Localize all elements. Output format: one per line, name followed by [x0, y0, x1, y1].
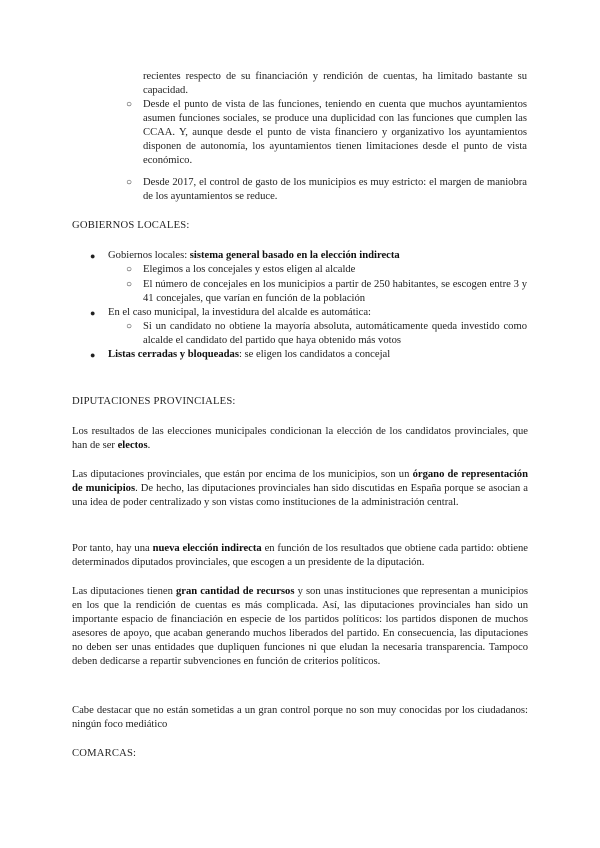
bullet-listas-cerradas: [108, 348, 528, 362]
section-heading-comarcas: COMARCAS:: [72, 748, 137, 759]
disc-bullet-icon: ●: [90, 251, 96, 261]
text-run: : se eligen los candidatos a concejal: [238, 349, 391, 360]
text-run: en función de los resultados que obtiene cada partido: obtiene determinados diputados provinciales, que escogen a un presidente de la diputación.: [72, 543, 529, 568]
bold-text: órgano de representación de municipios: [72, 469, 528, 494]
text-run: Los resultados de las elecciones municipales condicionan la elección de los candidatos provinciales, que han de ser: [72, 426, 528, 451]
paragraph-recursos: [72, 585, 528, 669]
sub-bullet-elegimos: Elegimos a los concejales y estos eligen al alcalde: [143, 264, 356, 275]
bold-text: gran cantidad de recursos: [175, 586, 295, 597]
disc-bullet-icon: ●: [90, 350, 96, 360]
text-run: .: [147, 440, 151, 451]
circle-bullet-icon: ○: [126, 279, 133, 290]
section-heading-diputaciones: DIPUTACIONES PROVINCIALES:: [72, 396, 236, 407]
bold-text: Listas cerradas y bloqueadas: [108, 349, 239, 360]
sub-bullet-mayoria-absoluta: Si un candidato no obtiene la mayoría absoluta, automáticamente queda investido como alcalde el candidato del partido que haya obtenido más votos: [143, 321, 527, 346]
text-run: Por tanto, hay una: [72, 543, 153, 554]
list-item-continuation: recientes respecto de su financiación y rendición de cuentas, ha limitado bastante su capacidad.: [143, 71, 527, 96]
paragraph-organo: [72, 468, 528, 510]
list-item-funciones: Desde el punto de vista de las funciones, teniendo en cuenta que muchos ayuntamientos asumen funciones sociales, se produce una duplicidad con las funciones que cumplen las CCAA. Y, aunque desde el punto de vista financiero y organizativo los ayuntamientos disponen de autonomía, los ayuntamientos tienen limitaciones desde el punto de vista económico.: [143, 99, 527, 166]
list-item-control-gasto: Desde 2017, el control de gasto de los municipios es muy estricto: el margen de maniobra de los ayuntamientos se reduce.: [143, 177, 527, 202]
paragraph-resultados: [72, 425, 528, 453]
circle-bullet-icon: ○: [126, 321, 133, 332]
sub-bullet-numero-concejales: El número de concejales en los municipios a partir de 250 habitantes, se escogen entre 3 y 41 concejales, que varían en función de la población: [143, 279, 527, 304]
bold-text: sistema general basado en la elección indirecta: [189, 250, 400, 261]
circle-bullet-icon: ○: [126, 264, 133, 275]
circle-bullet-icon: ○: [126, 99, 133, 110]
text-run: Las diputaciones provinciales, que están por encima de los municipios, son un: [72, 469, 413, 480]
text-run: . De hecho, las diputaciones provinciales han sido discutidas en España porque se asocian a una idea de poder centralizado y son vistas como instituciones de la administración central.: [72, 483, 529, 508]
circle-bullet-icon: ○: [126, 177, 133, 188]
paragraph-control: Cabe destacar que no están sometidas a un gran control porque no son muy conocidas por los ciudadanos: ningún foco mediático: [72, 705, 528, 730]
paragraph-nueva-eleccion: [72, 542, 528, 570]
bold-text: nueva elección indirecta: [152, 543, 262, 554]
text-run: Las diputaciones tienen: [72, 586, 176, 597]
bullet-gobiernos-locales: [108, 249, 528, 263]
text-run: Gobiernos locales:: [108, 250, 190, 261]
disc-bullet-icon: ●: [90, 308, 96, 318]
bullet-caso-municipal: En el caso municipal, la investidura del alcalde es automática:: [108, 307, 371, 318]
text-run: y son unas instituciones que representan a municipios en los que la rendición de cuentas es más complicada. Así, las diputaciones provinciales han sido un importante espacio de financiación en especie de los partidos políticos: los partidos disponen de muchos asesores de apoyo, que acaban generando muchos liberados del partido. En consecuencia, las diputaciones no deben ser unas entidades que dupliquen funciones ni que eludan la necesaria transparencia. Tampoco deben dedicarse a repartir subvenciones en función de criterios políticos.: [72, 586, 528, 667]
section-heading-gobiernos: GOBIERNOS LOCALES:: [72, 220, 190, 231]
bold-text: electos: [117, 440, 148, 451]
